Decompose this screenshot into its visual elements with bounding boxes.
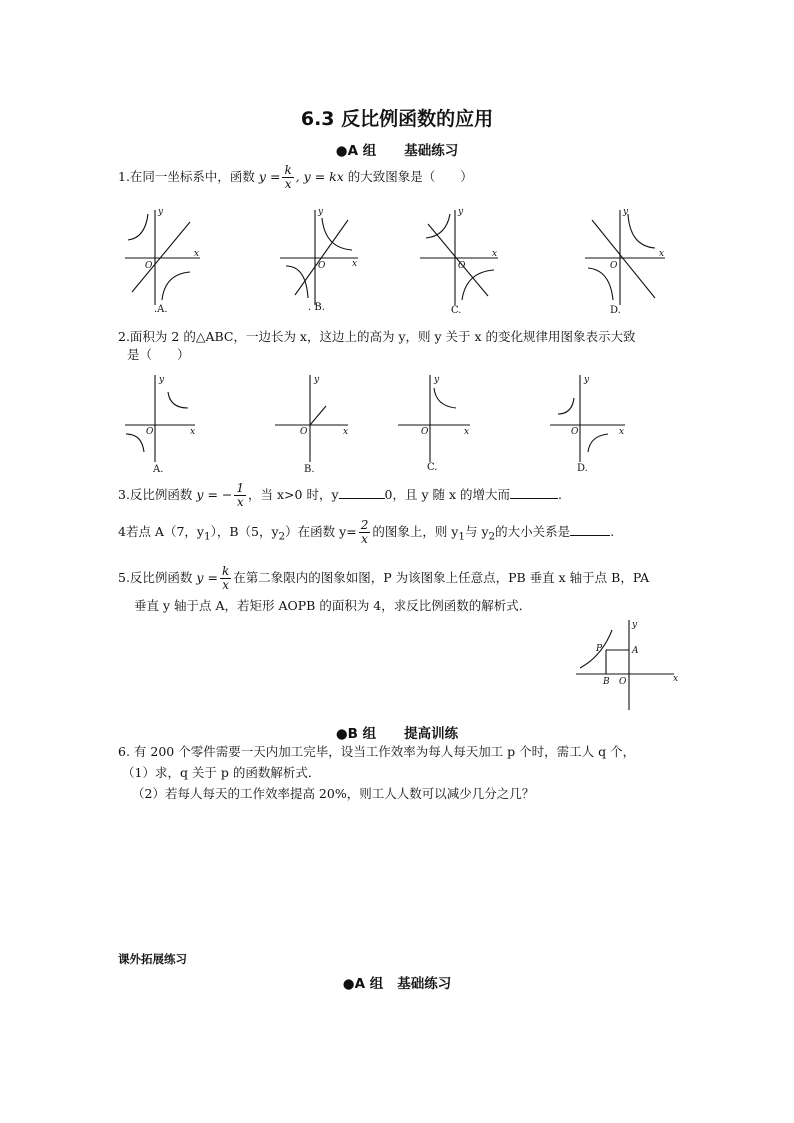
q4-p2: ），B（5，y [210, 524, 279, 539]
question-1 [118, 164, 473, 191]
q1-frac-num: k [284, 163, 292, 177]
origin-label: O [610, 261, 618, 271]
axis-y-label: y [458, 207, 464, 217]
q4-sub2: 2 [278, 530, 286, 543]
axis-y-label: y [314, 375, 320, 385]
q4-p6: 的大小关系是 [495, 524, 571, 539]
section-name: 基础练习 [397, 976, 452, 992]
question-5-line2: 垂直 y 轴于点 A，若矩形 AOPB 的面积为 4，求反比例函数的解析式． [134, 598, 532, 613]
q3-fraction [234, 482, 246, 509]
q4-fraction [359, 519, 371, 546]
q4-sub3: 1 [458, 530, 465, 543]
q4-blank[interactable] [570, 535, 610, 536]
q3-frac-num: 1 [236, 481, 245, 495]
q1-mid: , y = kx [295, 169, 344, 184]
axis-x-label: x [194, 249, 200, 259]
axis-y-label: y [158, 207, 164, 217]
q2-graphs [110, 370, 690, 480]
q1-frac-den: x [284, 177, 292, 191]
axis-x-label: x [659, 249, 665, 259]
fig-x-label: x [673, 674, 679, 684]
section-name: 提高训练 [404, 726, 459, 742]
q1-prefix: 1.在同一坐标系中，函数 [118, 169, 255, 184]
fig-b-label: B [603, 677, 610, 687]
axis-x-label: x [352, 259, 358, 269]
q4-p5: 与 y [465, 524, 489, 539]
bullet: ● [335, 726, 348, 742]
page-title: 6.3 反比例函数的应用 [300, 108, 494, 130]
question-6-line2: （1）求，q 关于 p 的函数解析式． [122, 765, 321, 780]
q4-p4: 的图象上，则 y [372, 524, 459, 539]
q1-option-a: .A. [154, 304, 168, 315]
section-name: 基础练习 [404, 143, 459, 159]
q3-end: . [558, 487, 562, 502]
q2-option-a: A. [153, 464, 164, 475]
axis-x-label: x [464, 427, 470, 437]
q1-y: y = [258, 169, 281, 184]
axis-y-label: y [623, 207, 629, 217]
q5-frac-num: k [221, 564, 230, 578]
question-6-line3: （2）若每人每天的工作效率提高 20%，则工人人数可以减少几分之几？ [132, 786, 535, 801]
fig-p-label: P [596, 644, 603, 654]
q5-prefix: 5.反比例函数 [118, 570, 193, 585]
section-group: B 组 [347, 726, 377, 742]
question-2-line2: 是（ ） [127, 347, 190, 362]
q4-p3: ）在函数 y= [285, 524, 357, 539]
fig-a-label: A [632, 646, 639, 656]
question-6-line1: 6. 有 200 个零件需要一天内加工完毕，设当工作效率为每人每天加工 p 个时，需工人 q 个， [118, 744, 636, 759]
q4-sub4: 2 [488, 530, 496, 543]
q5-y: y = [196, 570, 218, 585]
q1-option-b: . B. [308, 302, 325, 313]
q2-option-d: D. [577, 463, 588, 474]
extra-practice-heading: 课外拓展练习 [118, 952, 187, 966]
axis-y-label: y [159, 375, 165, 385]
axis-y-label: y [318, 207, 324, 217]
section-group: A 组 [354, 976, 384, 992]
q3-mid2: 0，且 y 随 x 的增大而 [384, 487, 510, 502]
origin-label: O [458, 261, 466, 271]
section-group: A 组 [347, 143, 377, 159]
axis-y-label: y [584, 375, 590, 385]
bullet: ● [342, 976, 355, 992]
origin-label: O [421, 427, 429, 437]
q5-figure [572, 618, 684, 714]
q3-mid: ，当 x>0 时，y [248, 487, 339, 502]
q1-graphs [110, 200, 690, 320]
q4-frac-num: 2 [360, 518, 369, 532]
q2-option-b: B. [304, 464, 315, 475]
q4-end: . [610, 524, 615, 539]
question-5-line1 [118, 565, 649, 592]
axis-x-label: x [619, 427, 625, 437]
bullet: ● [335, 143, 348, 159]
axis-x-label: x [343, 427, 349, 437]
q1-option-d: D. [610, 305, 621, 316]
q5-line1-rest: 在第二象限内的图象如图，P 为该图象上任意点，PB 垂直 x 轴于点 B，PA [233, 570, 650, 585]
section-a-heading [0, 139, 794, 159]
origin-label: O [318, 261, 326, 271]
axis-y-label: y [434, 375, 440, 385]
fig-o-label: O [619, 677, 627, 687]
q2-option-c: C. [427, 462, 438, 473]
fig-y-label: y [632, 620, 638, 630]
q1-fraction [282, 164, 293, 191]
q3-y: y = − [196, 487, 233, 502]
question-3 [118, 482, 562, 509]
q1-suffix: 的大致图象是（ ） [347, 169, 473, 184]
q5-frac-den: x [222, 578, 229, 592]
origin-label: O [571, 427, 579, 437]
q3-blank-1[interactable] [339, 498, 385, 499]
question-2-line1: 2.面积为 2 的△ABC，一边长为 x，这边上的高为 y，则 y 关于 x 的变化规律用图象表示大致 [118, 329, 636, 344]
origin-label: O [300, 427, 308, 437]
q3-blank-2[interactable] [510, 498, 558, 499]
q4-frac-den: x [361, 532, 368, 546]
axis-x-label: x [190, 427, 196, 437]
section-a2-heading [0, 972, 794, 992]
question-4 [118, 519, 614, 546]
q1-option-c: C. [451, 305, 462, 316]
axis-x-label: x [492, 249, 498, 259]
q3-frac-den: x [236, 495, 244, 509]
origin-label: O [146, 427, 154, 437]
origin-label: O [145, 261, 153, 271]
q5-fraction [220, 565, 231, 592]
q4-sub1: 1 [203, 530, 211, 543]
q3-prefix: 3.反比例函数 [118, 487, 193, 502]
section-b-heading [0, 722, 794, 742]
q4-prefix: 4若点 A（7，y [118, 524, 204, 539]
